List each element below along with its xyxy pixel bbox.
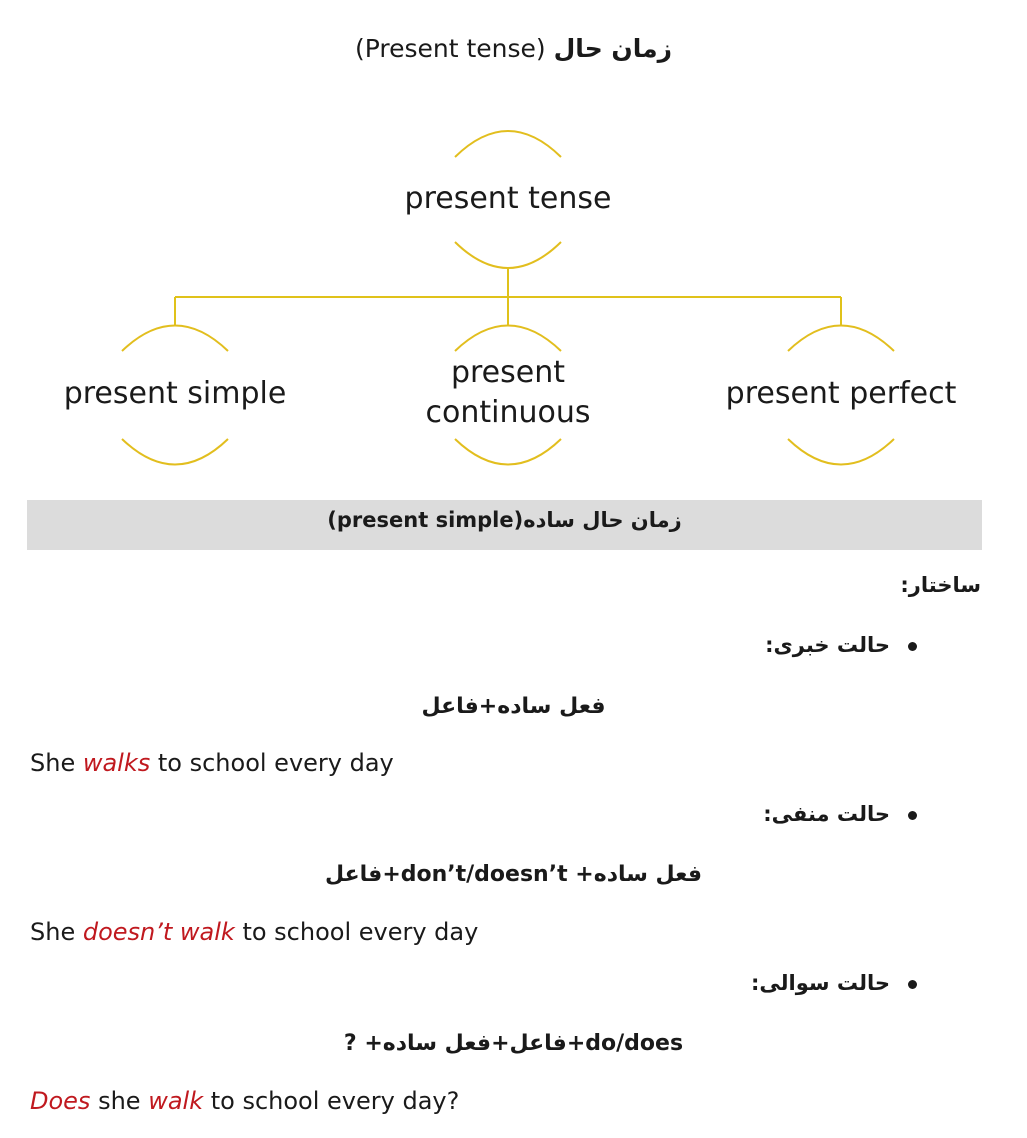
bullet-negative: حالت منفی: (763, 802, 917, 826)
bullet-question: حالت سوالی: (751, 971, 917, 995)
right-arc-bottom (788, 439, 894, 465)
root-arc-bottom (455, 242, 561, 268)
bullet-affirmative: حالت خبری: (765, 633, 917, 657)
bullet-dot (908, 980, 917, 989)
center-arc-top (455, 326, 561, 352)
node-present-perfect: present perfect (725, 376, 957, 411)
section-heading: زمان حال ساده(present simple) (327, 508, 682, 532)
bullet-dot (908, 642, 917, 651)
left-arc-top (122, 326, 228, 352)
node-present-tense: present tense (404, 181, 612, 216)
bullet-dot (908, 811, 917, 820)
example-question: Does she walk to school every day? (30, 1087, 460, 1115)
formula-negative: فعل ساده+ don’t/doesn’t+فاعل (324, 862, 702, 887)
structure-label: ساختار: (900, 573, 981, 597)
root-arc-top (455, 131, 561, 157)
example-affirmative: She walks to school every day (30, 749, 394, 777)
right-arc-top (788, 326, 894, 352)
node-present-simple: present simple (63, 376, 287, 411)
formula-affirmative: فعل ساده+فاعل (421, 694, 606, 719)
title-persian: زمان حال (553, 34, 673, 63)
left-arc-bottom (122, 439, 228, 465)
connector-lines (175, 268, 841, 326)
example-negative: She doesn’t walk to school every day (30, 918, 479, 946)
node-present-continuous: present continuous (425, 355, 591, 430)
center-arc-bottom (455, 439, 561, 465)
title-english: (Present tense) (354, 34, 546, 63)
formula-question: do/does+فاعل+فعل ساده+ ? (343, 1031, 684, 1056)
